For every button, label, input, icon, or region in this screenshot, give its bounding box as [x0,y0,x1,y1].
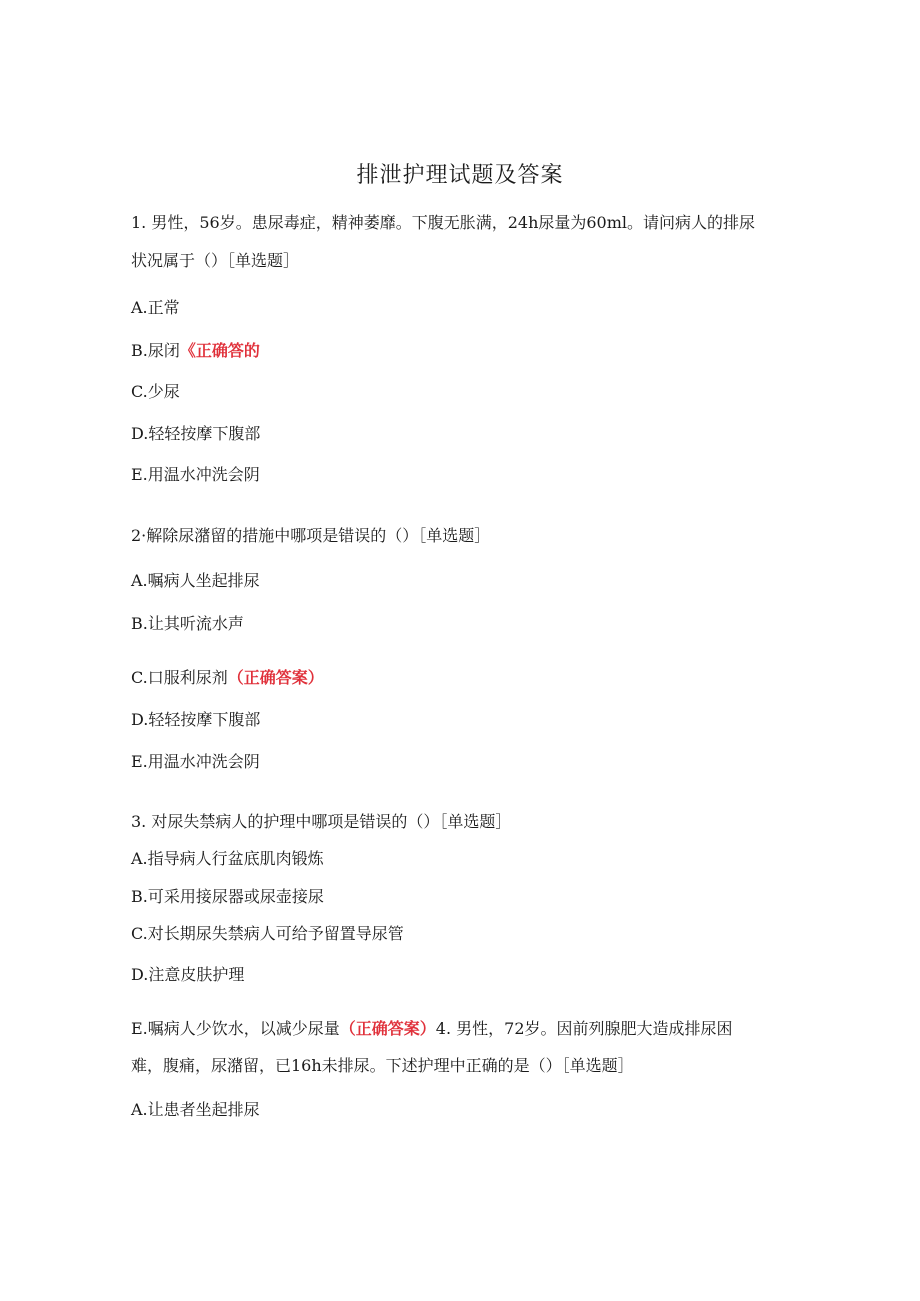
question-3-option-a: A.指导病人行盆底肌肉锻炼 [131,849,324,868]
question-2-option-e: E.用温水冲洗会阴 [131,752,260,771]
question-3-option-c: C.对长期尿失禁病人可给予留置导尿管 [131,924,404,943]
document-title: 排泄护理试题及答案 [356,163,564,188]
question-3-option-e: E.嘱病人少饮水，以减少尿量 [131,1019,340,1038]
question-1-option-d: D.轻轻按摩下腹部 [131,424,261,443]
question-1-option-e: E.用温水冲洗会阴 [131,465,260,484]
question-3-text: 3. 对尿失禁病人的护理中哪项是错误的（）［单选题］ [131,812,512,831]
correct-answer-mark: （正确答案） [227,668,324,687]
question-1-option-b-label: B.尿闭 [131,341,180,360]
question-1-option-b [131,340,260,362]
question-2-option-d: D.轻轻按摩下腹部 [131,710,261,729]
question-3-option-e-and-question-4 [131,1018,733,1040]
question-3-option-b: B.可采用接尿器或尿壶接尿 [131,887,324,906]
question-1-option-c: C.少尿 [131,382,180,401]
question-3-option-d: D.注意皮肤护理 [131,965,245,984]
correct-answer-mark: 《正确答的 [179,341,260,360]
question-2-text: 2·解除尿潴留的措施中哪项是错误的（）［单选题］ [131,526,491,545]
question-4-text-line1: 4. 男性，72岁。因前列腺肥大造成排尿困 [435,1019,733,1038]
question-1-text-line1: 1. 男性，56岁。患尿毒症，精神萎靡。下腹无胀满，24h尿量为60ml。请问病人的排尿 [131,213,756,232]
question-2-option-b: B.让其听流水声 [131,614,244,633]
question-1-text-line2: 状况属于（）［单选题］ [131,251,300,270]
question-1-option-a: A.正常 [131,298,180,317]
question-4-text-line2: 难，腹痛，尿潴留，已16h未排尿。下述护理中正确的是（）［单选题］ [131,1056,634,1075]
question-4-option-a: A.让患者坐起排尿 [131,1100,260,1119]
correct-answer-mark: （正确答案） [339,1019,436,1038]
question-2-option-a: A.嘱病人坐起排尿 [131,571,260,590]
question-2-option-c-label: C.口服利尿剂 [131,668,228,687]
question-2-option-c [131,667,324,689]
